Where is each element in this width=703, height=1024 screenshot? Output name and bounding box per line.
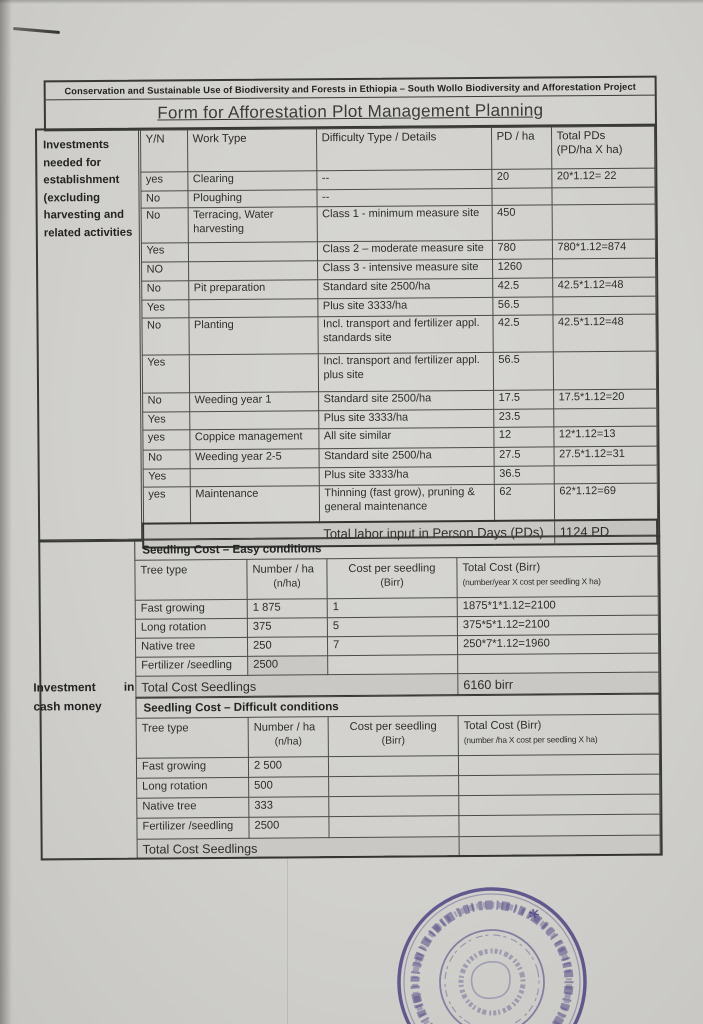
header-total-cost [457,556,658,598]
cell-work: Clearing [187,171,316,191]
cell-tree: Long rotation [135,618,247,638]
cell-work [190,468,319,487]
cell-pd: 56.5 [492,297,552,315]
cell-cost: 5 [327,617,457,637]
header-total-pds-line1: Total PDs [556,129,606,143]
cell-number: 2500 [249,817,329,839]
table-row [143,483,657,523]
cell-cost [328,756,458,777]
header-cost-line2: (Birr) [381,734,406,747]
cell-pd: 42.5 [492,315,552,352]
header-number-ha [247,559,327,600]
cell-difficulty: Standard site 2500/ha [319,447,494,467]
cell-cost [328,655,458,675]
header-difficulty: Difficulty Type / Details [316,127,491,170]
cell-difficulty: Plus site 3333/ha [317,297,492,316]
cell-number: 2500 [248,656,328,676]
cell-pd: 17.5 [493,390,553,409]
cell-difficulty: Plus site 3333/ha [319,466,494,485]
header-total-cost [458,714,659,756]
cell-work [188,261,317,281]
cell-yn: No [141,318,188,355]
cell-difficulty: Standard site 2500/ha [317,278,492,298]
cell-work [189,354,318,393]
cell-work [188,242,317,262]
cell-number: 2 500 [248,757,328,778]
cell-total: 62*1.12=69 [554,483,657,520]
header-number-line2: (n/ha) [274,735,303,748]
cell-yn: yes [143,487,190,523]
labor-total-value: 1124 PD [554,519,657,544]
cell-yn: yes [142,430,189,450]
header-totalcost-line1: Total Cost (Birr) [462,561,541,575]
header-number-line1: Number / ha [252,563,315,576]
cell-number: 250 [247,637,327,657]
cell-work [188,299,317,318]
cell-pd: 23.5 [493,409,553,427]
cell-work: Weeding year 2-5 [190,449,319,469]
cell-yn: Yes [142,412,189,430]
cell-difficulty: Standard site 2500/ha [318,390,493,410]
header-work-type: Work Type [187,129,316,172]
cell-tree: Native tree [137,797,249,818]
cell-yn: No [141,281,188,300]
table-header-row [135,556,658,600]
cell-tree: Fertilizer /seedling [137,817,249,839]
cell-number: 500 [249,777,329,798]
cell-total: 375*5*1.12=2100 [457,615,658,636]
seedlings-total-label: Total Cost Seedlings [136,674,458,698]
cell-pd: 20 [491,169,551,188]
cell-total: 42.5*1.12=48 [552,277,655,297]
cell-work: Coppice management [189,429,318,450]
cell-difficulty: Thinning (fast grow), pruning & general maintenance [319,484,494,521]
seedlings-total-label: Total Cost Seedlings [137,837,459,859]
cell-work: Weeding year 1 [189,392,318,412]
cell-difficulty: Plus site 3333/ha [318,409,493,428]
table-header-row [140,126,654,172]
form-title: Form for Afforestation Plot Management Planning [157,100,544,123]
cell-work: Ploughing [187,190,316,208]
header-total-pds [551,126,654,169]
cell-pd: 42.5 [492,278,552,297]
cell-total: 780*1.12=874 [552,239,655,259]
cell-cost: 7 [327,636,457,656]
cell-total [552,204,655,240]
cell-yn: No [143,450,190,469]
seedlings-total-value [459,835,660,856]
seedling-cost-easy-table [134,556,659,698]
cell-yn: No [142,393,189,412]
cell-yn: No [141,208,188,243]
section-label-establishment: Investments needed for establishment (excluding harvesting and related activities [37,130,142,541]
cell-cost [329,796,459,817]
cell-number: 333 [249,797,329,818]
cell-total: 1875*1*1.12=2100 [457,596,658,617]
cell-total [552,296,655,315]
cell-work [189,411,318,430]
header-pd-ha: PD / ha [491,127,551,169]
difficult-conditions-title: Seedling Cost – Difficult conditions [135,694,659,718]
cell-total [553,351,656,390]
form-header-box [44,76,657,132]
cell-total [554,465,657,484]
cell-work: Pit preparation [188,280,317,300]
cell-pd: 62 [494,484,554,520]
seedling-tables [134,536,660,858]
header-cost-line2: (Birr) [380,576,404,589]
cell-total: 27.5*1.12=31 [553,446,656,466]
cell-yn: NO [141,262,188,281]
labor-total-label: Total labor input in Person Days (PDs) [143,520,554,547]
cell-total [553,408,656,427]
labor-input-table [139,126,658,549]
header-number-ha [248,717,328,758]
header-tree-type: Tree type [136,717,248,758]
cell-total [552,258,655,278]
header-totalcost-line2: (number/year X cost per seedling X ha) [462,576,601,588]
cell-total [459,774,660,796]
cell-yn: yes [140,172,187,191]
cell-difficulty: Incl. transport and fertilizer appl. plus site [318,352,493,391]
cell-tree: Long rotation [137,777,249,798]
section-cash-money [33,535,663,861]
cell-pd: 12 [493,427,553,447]
header-totalcost-line1: Total Cost (Birr) [463,719,542,733]
header-number-line1: Number / ha [253,721,316,734]
header-cost-seedling [327,558,457,599]
cell-tree: Fast growing [136,757,248,778]
cell-total: 42.5*1.12=48 [552,314,655,352]
table-row [142,351,656,393]
project-banner: Conservation and Sustainable Use of Biodiversity and Forests in Ethiopia – South Wollo Biodiversity and Afforestation Project [46,78,655,101]
cell-total [459,794,660,816]
cell-yn: No [140,191,187,208]
cell-difficulty: Incl. transport and fertilizer appl. standards site [317,315,492,353]
cell-tree: Fast growing [135,599,247,619]
cell-work: Planting [188,317,317,355]
cell-pd [491,188,551,205]
cell-number: 1 875 [247,599,327,619]
header-cost-line1: Cost per seedling [348,562,436,576]
header-number-line2: (n/ha) [273,577,301,590]
svg-text:*: * [526,903,543,930]
cell-total [458,653,659,674]
cell-yn: Yes [141,243,188,262]
cell-work: Maintenance [190,486,319,523]
easy-conditions-title: Seedling Cost – Easy conditions [134,536,658,560]
cell-total [551,187,654,205]
header-cost-line1: Cost per seedling [349,720,437,734]
cell-total: 17.5*1.12=20 [553,389,656,409]
amharic-circular-stamp-icon [392,882,592,1024]
cell-difficulty: Class 1 - minimum measure site [317,205,492,241]
cell-difficulty: Class 3 - intensive measure site [317,259,492,279]
cell-tree: Native tree [135,637,247,657]
cell-difficulty: Class 2 – moderate measure site [317,240,492,260]
cell-yn: Yes [141,300,188,318]
header-tree-type: Tree type [135,559,247,600]
header-yn: Y/N [140,130,187,172]
cell-difficulty: -- [316,188,491,206]
cell-pd: 27.5 [493,447,553,466]
cell-tree: Fertilizer /seedling [136,656,248,676]
cell-pd: 780 [492,240,552,259]
section-label-cash: Investment in cash money [33,679,135,714]
cell-difficulty: All site similar [318,427,493,448]
cell-cost: 1 [327,598,457,618]
seedlings-total-row [137,835,660,858]
cell-cost [329,816,459,838]
cell-total [458,754,659,776]
seedling-cost-difficult-table [136,714,661,859]
cell-cost [329,776,459,797]
cell-pd: 450 [492,205,552,240]
cell-work: Terracing, Water harvesting [188,207,317,243]
cell-total [459,814,660,837]
cell-total: 12*1.12=13 [553,426,656,447]
cell-yn: Yes [143,469,190,487]
table-row [141,204,655,243]
cell-total: 250*7*1.12=1960 [457,634,658,655]
cell-pd: 56.5 [493,352,553,390]
header-cost-seedling [328,716,458,757]
cell-pd: 1260 [492,259,552,278]
header-totalcost-line2: (number /ha X cost per seedling X ha) [463,734,598,746]
cell-yn: Yes [142,355,189,393]
cell-total: 20*1.12= 22 [551,168,654,188]
cell-pd: 36.5 [494,466,554,484]
table-row [141,314,655,355]
header-total-pds-line2: (PD/ha X ha) [556,143,623,156]
section-establishment [35,124,660,543]
cell-number: 375 [247,618,327,638]
table-header-row [136,714,659,758]
cell-difficulty: -- [316,169,491,189]
seedlings-total-value: 6160 birr [458,672,659,695]
